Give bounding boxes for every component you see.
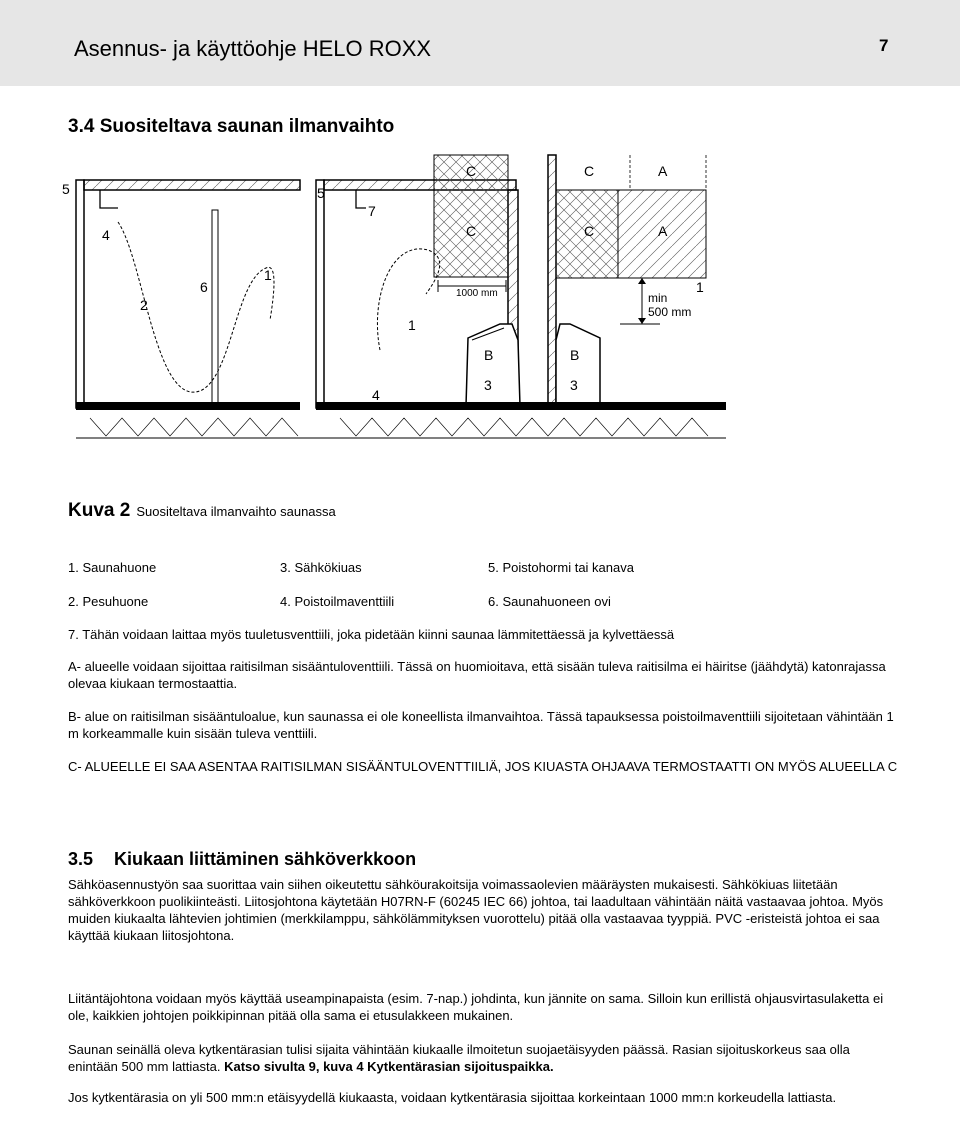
airflow-arrows	[118, 222, 440, 392]
paragraph-3-reference: Katso sivulta 9, kuva 4 Kytkentärasian sijoituspaikka.	[224, 1059, 554, 1074]
label-3-1: 3	[484, 377, 492, 393]
page-header	[0, 0, 960, 86]
label-2: 2	[140, 297, 148, 313]
paragraph-electrical-2: Liitäntäjohtona voidaan myös käyttää useampinapaista (esim. 7-nap.) johdinta, kun jännite on sama. Silloin kun erillistä ohjausvirtasulaketta ei ole, kaikkien johtojen poikkipinnan pitää olla sama ei etusulakkeen mukainen.	[68, 991, 884, 1023]
paragraph-electrical-4: Jos kytkentärasia on yli 500 mm:n etäisyydellä kiukaasta, voidaan kytkentärasia sijoittaa korkeintaan 1000 mm:n korkeudella lattiasta.	[68, 1090, 837, 1105]
label-7: 7	[368, 203, 376, 219]
label-c-mid-2: C	[584, 223, 595, 239]
floor	[76, 402, 726, 438]
note-7: 7. Tähän voidaan laittaa myös tuuletusventtiili, joka pidetään kiinni saunaa lämmitettäessä ja kylvettäessä	[68, 627, 675, 642]
legend-item-6: 6. Saunahuoneen ovi	[488, 594, 611, 609]
legend-item-1: 1. Saunahuone	[68, 560, 157, 575]
label-4-bottom: 4	[372, 387, 380, 403]
paragraph-electrical-1: Sähköasennustyön saa suorittaa vain siihen oikeutettu sähköurakoitsija voimassaolevien määräysten mukaisesti. Sähkökiuas liitetään sähköverkkoon puolikiinteästi. Liitosjohtona käytetään H07RN-F (60245 IEC 66) johtoa, tai laadultaan vähintään näitä vastaavaa johtoa. Myös muiden kiukaalta lähtevien johtimien (merkkilamppu, sähkölämmityksen vuorottelu) pitää olla vastaavaa tyyppiä. PVC -eristeistä johtoa ei saa käyttää kiukaan liitosjohtona.	[68, 877, 884, 943]
dim-500mm: 500 mm	[648, 305, 692, 319]
dim-1000mm: 1000 mm	[456, 288, 498, 299]
label-a-top: A	[658, 163, 668, 179]
wall-structure-left	[76, 180, 300, 408]
note-c: C- ALUEELLE EI SAA ASENTAA RAITISILMAN SISÄÄNTULOVENTTIILIÄ, JOS KIUASTA OHJAAVA TERMOSTAATTI ON MYÖS ALUEELLA C	[68, 759, 898, 774]
heater-1	[466, 324, 520, 406]
label-c-top-2: C	[584, 163, 595, 179]
label-c-mid-1: C	[466, 223, 477, 239]
label-1-left: 1	[264, 267, 272, 283]
legend-item-2: 2. Pesuhuone	[68, 594, 149, 609]
page-number: 7	[879, 36, 889, 55]
section-heading-3-4: 3.4 Suositeltava saunan ilmanvaihto	[68, 116, 395, 137]
heater-2	[556, 324, 600, 406]
label-b-2: B	[570, 347, 580, 363]
label-4-left: 4	[102, 227, 110, 243]
label-6: 6	[200, 279, 208, 295]
paragraph-electrical-3	[68, 1041, 898, 1075]
note-a: A- alueelle voidaan sijoittaa raitisilman sisääntuloventtiili. Tässä on huomioitava, että sisään tuleva raitisilma ei häiritse (jäähdytä) katonrajassa olevaa kiukaan termostaattia.	[68, 659, 886, 691]
section-number: 3.5	[68, 849, 94, 869]
label-3-2: 3	[570, 377, 578, 393]
dim-min: min	[648, 291, 668, 305]
label-1-right: 1	[696, 279, 704, 295]
figure-caption	[68, 500, 336, 522]
paragraph-3-text: Saunan seinällä oleva kytkentärasian tulisi sijaita vähintään kiukaalle ilmoitetun suojaetäisyyden päässä. Rasian sijoituskorkeus saa olla enintään 500 mm lattiasta.	[68, 1042, 850, 1074]
legend-item-3: 3. Sähkökiuas	[280, 560, 362, 575]
label-b-1: B	[484, 347, 494, 363]
note-b: B- alue on raitisilman sisääntuloalue, kun saunassa ei ole koneellista ilmanvaihtoa. Tässä tapauksessa poistoilmaventtiili sijoitetaan vähintään 1 m korkeammalle kuin sisään tuleva venttiili.	[68, 709, 894, 741]
legend-item-4: 4. Poistoilmaventtiili	[280, 594, 395, 609]
ventilation-diagram	[60, 150, 730, 450]
label-1-mid: 1	[408, 317, 416, 333]
figure-caption-text: Suositeltava ilmanvaihto saunassa	[136, 504, 336, 519]
section-title: Kiukaan liittäminen sähköverkkoon	[114, 849, 417, 869]
label-c-top-1: C	[466, 163, 477, 179]
label-5-right: 5	[317, 185, 325, 201]
figure-label: Kuva 2	[68, 500, 131, 521]
section-heading-3-5	[68, 849, 416, 870]
label-5-left: 5	[62, 181, 70, 197]
legend-item-5: 5. Poistohormi tai kanava	[488, 560, 634, 575]
label-a-mid: A	[658, 223, 668, 239]
document-title: Asennus- ja käyttöohje HELO ROXX	[74, 36, 432, 61]
